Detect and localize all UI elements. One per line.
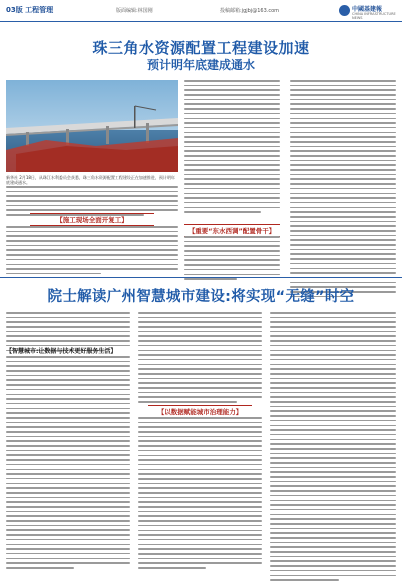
article2-column-3-body bbox=[270, 312, 396, 584]
article1-subtitle: 预计明年底建成通水 bbox=[146, 58, 255, 72]
article1-title: 珠三角水资源配置工程建设加速 bbox=[92, 39, 310, 57]
article2-section-head-2-text: 【以数据赋能城市治理能力】 bbox=[148, 405, 252, 418]
article1-column-3-body bbox=[290, 80, 396, 300]
article-divider bbox=[0, 277, 402, 278]
article2-section-head-1: 【智慧城市:让数据与技术更好服务生活】 bbox=[6, 348, 117, 355]
article1-column-2-body-2 bbox=[184, 236, 280, 283]
section-label: 03版 工程管理 bbox=[6, 6, 54, 14]
article2-column-2-body-2 bbox=[138, 417, 262, 572]
article1-column-1-body-2 bbox=[6, 226, 178, 278]
bridge-construction-image bbox=[6, 80, 178, 172]
article1-section-head-1 bbox=[30, 213, 154, 226]
newspaper-logo-icon bbox=[339, 5, 350, 16]
newspaper-name: 中國基建報 bbox=[352, 6, 383, 13]
editor-credit: 版面编辑:林国刚 bbox=[116, 8, 153, 14]
article1-column-2-body bbox=[184, 80, 280, 216]
article1-section-head-1-text: 【施工现场全面开复工】 bbox=[30, 213, 154, 226]
article2-title: 院士解读广州智慧城市建设:将实现“无缝”时空 bbox=[47, 289, 355, 305]
article1-photo-caption: 新华社 2月18日，从珠江水利委员会获悉，珠三角水资源配置工程建设正在加速推进，预计明年底建成通水。 bbox=[6, 175, 175, 185]
article2-column-1-body-2 bbox=[6, 356, 130, 572]
article1-photo bbox=[6, 80, 178, 172]
article1-section-head-2-text: 【重要“东水西调”配置骨干】 bbox=[184, 224, 280, 237]
submission-email: 投稿邮箱:jgjbj@163.com bbox=[220, 8, 280, 14]
newspaper-name-en: CHINA INFRASTRUCTURE NEWS bbox=[352, 12, 396, 20]
article2-column-2-body bbox=[138, 312, 262, 406]
